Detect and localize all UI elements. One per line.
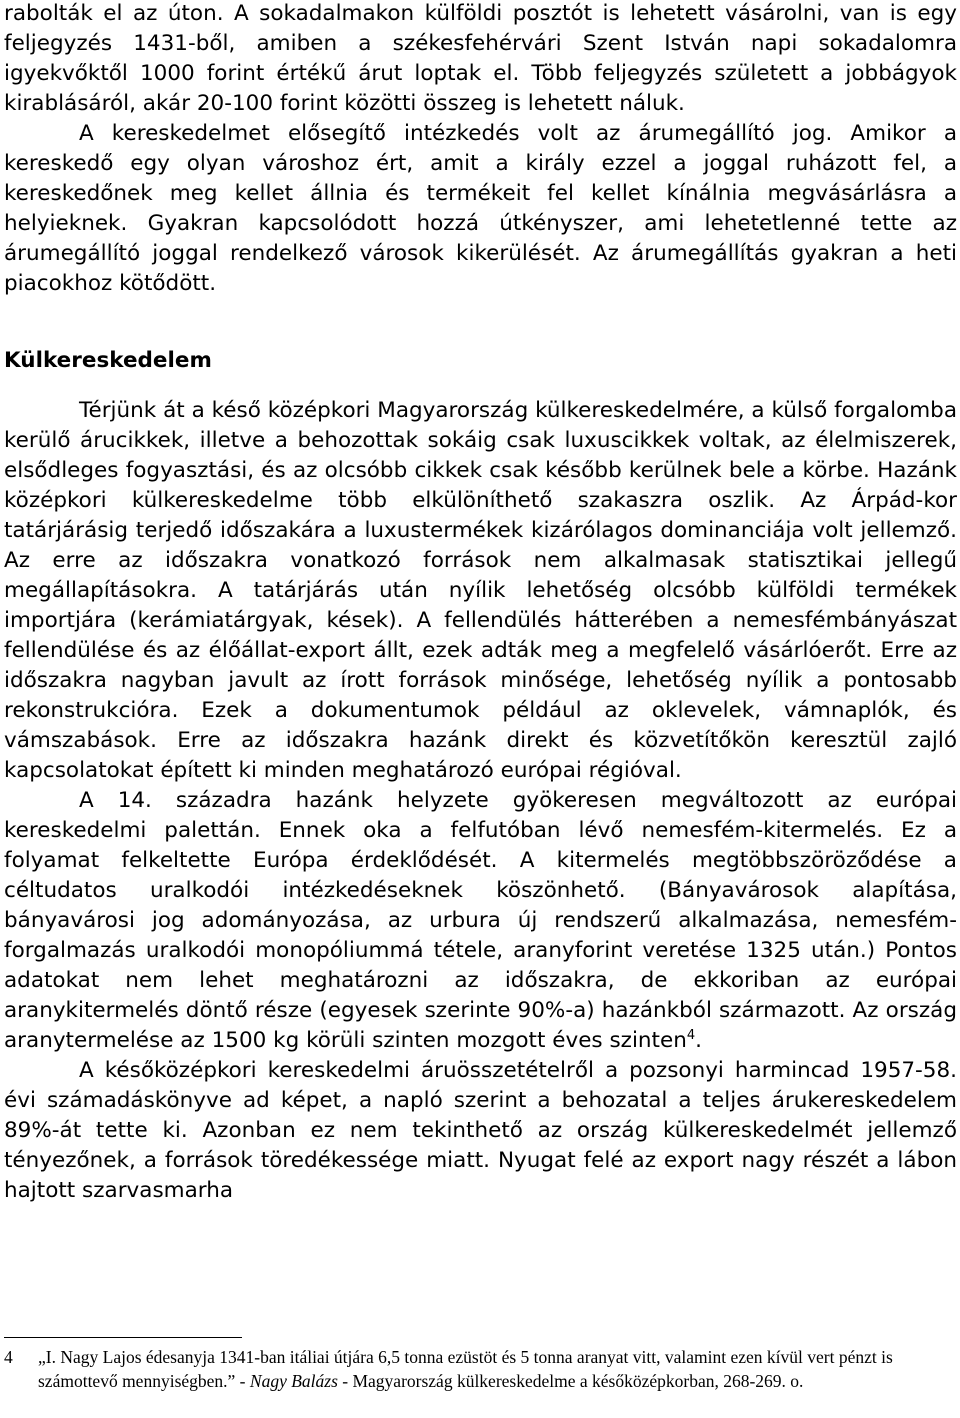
body-paragraph: A későközépkori kereskedelmi áruösszetételről a pozsonyi harmincad 1957-58. évi számadáskönyve ad képet, a napló szerint a behozatal a teljes árukereskedelem 89%-át tette ki. Azonban ez nem tekinthető az ország külkereskedelmét jellemző tényezőnek, a források töredékessége miatt. Nyugat felé az export nagy részét a lábon hajtott szarvasmarha [4, 1058, 957, 1203]
footnote-number: 4 [4, 1347, 13, 1367]
paragraph-text: A 14. századra hazánk helyzete gyökeresen megváltozott az európai kereskedelmi palettán. Ennek oka a felfutóban lévő nemesfém-kitermelés. Ez a folyamat felkeltette Európa érdeklődését. A kitermelés megtöbbszöröződése a céltudatos uralkodói intézkedéseknek köszönhető. (Bányavárosok alapítása, bányavárosi jog adományozása, az urbura új rendszerű alkalmazása, nemesfém-forgalmazás uralkodói monopóliummá tétele, aranyforint veretése 1325 után.) Pontos adatokat nem lehet meghatározni az időszakra, de ekkoriban az európai aranykitermelés döntő része (egyesek szerinte 90%-a) hazánkból származott. Az ország aranytermelése az 1500 kg körüli szinten mozgott éves szinten [4, 788, 957, 1053]
section-heading: Külkereskedelem [4, 348, 212, 373]
footnote-quote: „I. Nagy Lajos édesanyja 1341-ban itáliai útjára 6,5 tonna ezüstöt és 5 tonna aranyat vitt, valamint ezen kívül vert pénzt is számottevő mennyiségben.” - [38, 1347, 893, 1391]
footnote-separator [4, 1337, 242, 1338]
body-paragraph: rabolták el az úton. A sokadalmakon külföldi posztót is lehetett vásárolni, van is egy feljegyzés 1431-ből, amiben a székesfehérvári Szent István napi sokadalomra igyekvőktől 1000 forint értékű árut loptak el. Több feljegyzés született a jobbágyok kirablásáról, akár 20-100 forint közötti összeg is lehetett náluk. [4, 1, 957, 116]
paragraph-text-end: . [695, 1028, 702, 1053]
body-paragraph: Térjünk át a késő középkori Magyarország külkereskedelmére, a külső forgalomba kerülő árucikkek, illetve a behozottak sokáig csak luxuscikkek voltak, az élelmiszerek, elsődleges fogyasztási, és az olcsóbb cikkek csak később kerülnek bele a körbe. Hazánk középkori külkereskedelme több elkülöníthető szakaszra oszlik. Az Árpád-kor tatárjárásig terjedő időszakára a luxustermékek kizárólagos dominanciája volt jellemző. Az erre az időszakra vonatkozó források nem alkalmasak statisztikai jellegű megállapításokra. A tatárjárás után nyílik lehetőség olcsóbb külföldi termékek importjára (kerámiatárgyak, kések). A fellendülés hátterében a nemesfémbányászat fellendülése és az élőállat-export állt, ezek adták meg a megfelelő vásárlóerőt. Erre az időszakra nagyban javult az írott források minősége, lehetőség nyílik a pontosabb rekonstrukcióra. Ezek a dokumentumok például az oklevelek, vámnaplók, és vámszabások. Erre az időszakra hazánk direkt és közvetítőkön keresztül zajló kapcsolatokat épített ki minden meghatározó európai régióval. [4, 398, 957, 783]
body-paragraph [4, 786, 957, 1056]
footnote-source: - Magyarország külkereskedelme a későközépkorban, 268-269. o. [337, 1371, 804, 1391]
footnote [4, 1345, 957, 1393]
footnote-reference[interactable]: 4 [686, 1028, 696, 1043]
document-page [4, 0, 957, 1206]
footnote-author: Nagy Balázs [249, 1371, 338, 1391]
body-paragraph: A kereskedelmet elősegítő intézkedés volt az árumegállító jog. Amikor a kereskedő egy olyan városhoz ért, amit a király ezzel a joggal ruházott fel, a kereskedőnek meg kellet állnia és termékeit fel kellet kínálnia megvásárlásra a helyieknek. Gyakran kapcsolódott hozzá útkényszer, ami lehetetlenné tette az árumegállító joggal rendelkező városok kikerülését. Az árumegállítás gyakran a heti piacokhoz kötődött. [4, 121, 957, 296]
footnote-text [38, 1345, 957, 1393]
